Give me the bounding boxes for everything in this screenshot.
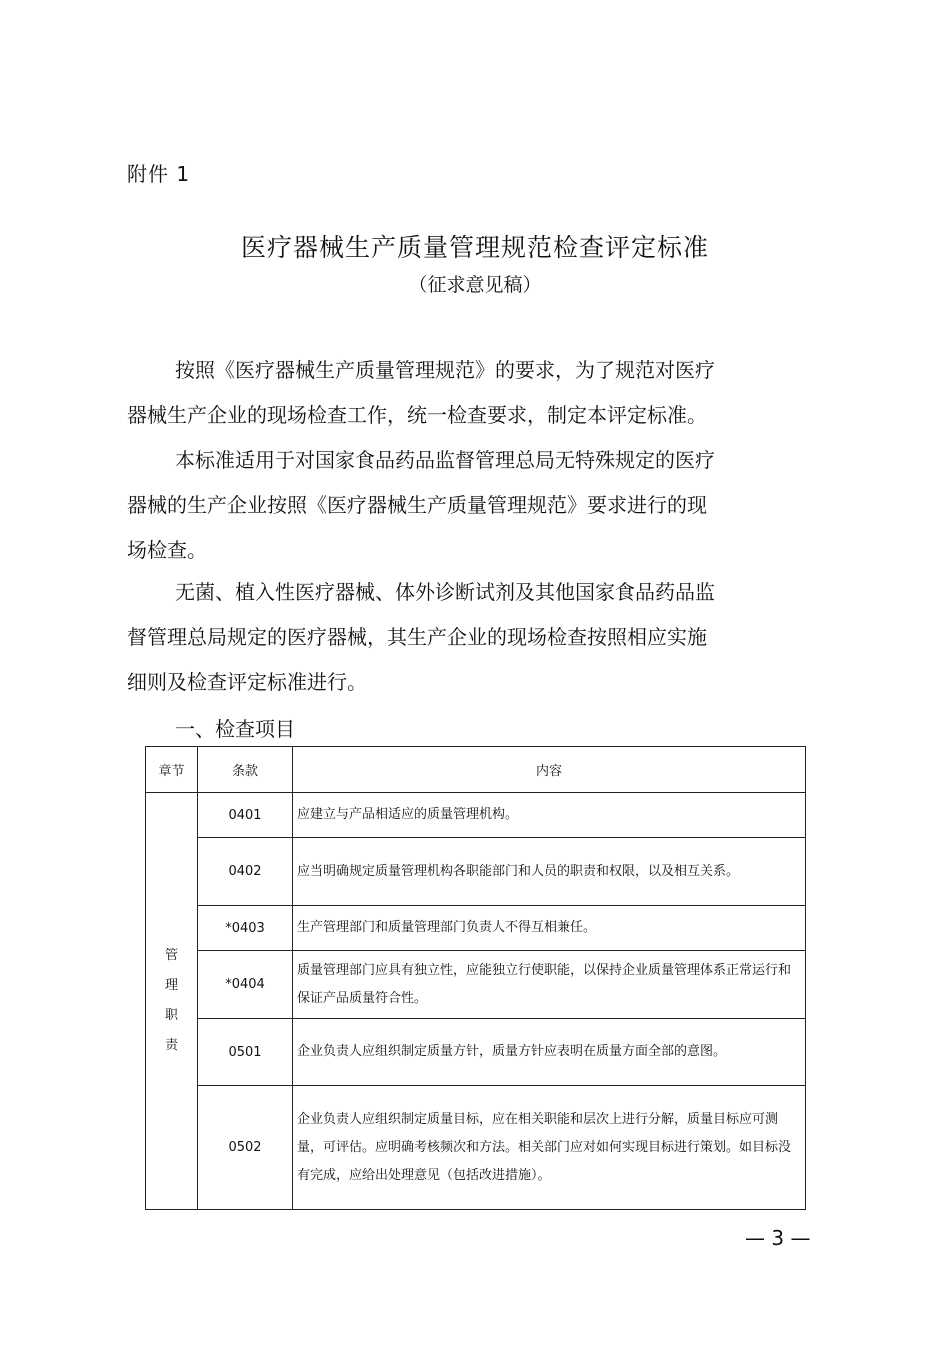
content-cell: 质量管理部门应具有独立性，应能独立行使职能，以保持企业质量管理体系正常运行和保证产品质量符合性。 — [293, 951, 806, 1019]
paragraph-line: 器械生产企业的现场检查工作，统一检查要求，制定本评定标准。 — [127, 403, 707, 427]
paragraph-1 — [127, 348, 777, 438]
header-chapter: 章节 — [146, 747, 198, 793]
header-clause: 条款 — [198, 747, 293, 793]
clause-cell: 0501 — [198, 1019, 293, 1086]
chapter-char: 管 — [164, 948, 178, 963]
table-row — [146, 1086, 806, 1210]
attachment-label: 附件 1 — [127, 162, 191, 186]
paragraph-2 — [127, 438, 777, 573]
document-title: 医疗器械生产质量管理规范检查评定标准 — [240, 233, 709, 262]
content-cell: 应当明确规定质量管理机构各职能部门和人员的职责和权限，以及相互关系。 — [293, 838, 806, 906]
table-row — [146, 793, 806, 838]
document-subtitle: （征求意见稿） — [408, 274, 542, 296]
paragraph-line: 本标准适用于对国家食品药品监督管理总局无特殊规定的医疗 — [175, 448, 715, 472]
page-number: — 3 — — [745, 1226, 811, 1250]
table-row — [146, 906, 806, 951]
paragraph-line: 督管理总局规定的医疗器械，其生产企业的现场检查按照相应实施 — [127, 625, 707, 649]
clause-cell: 0402 — [198, 838, 293, 906]
paragraph-3 — [127, 570, 777, 705]
clause-cell: *0404 — [198, 951, 293, 1019]
table-header-row — [146, 747, 806, 793]
content-cell: 企业负责人应组织制定质量方针，质量方针应表明在质量方面全部的意图。 — [293, 1019, 806, 1086]
clause-cell: 0502 — [198, 1086, 293, 1210]
chapter-char: 职 — [164, 1008, 178, 1023]
table-row — [146, 838, 806, 906]
clause-cell: 0401 — [198, 793, 293, 838]
content-cell: 应建立与产品相适应的质量管理机构。 — [293, 793, 806, 838]
header-content: 内容 — [293, 747, 806, 793]
paragraph-line: 按照《医疗器械生产质量管理规范》的要求，为了规范对医疗 — [175, 358, 715, 382]
paragraph-line: 器械的生产企业按照《医疗器械生产质量管理规范》要求进行的现 — [127, 493, 707, 517]
section-heading: 一、检查项目 — [175, 717, 295, 741]
chapter-cell — [146, 793, 198, 1210]
chapter-char: 理 — [164, 978, 178, 993]
clause-cell: *0403 — [198, 906, 293, 951]
chapter-char: 责 — [164, 1038, 178, 1053]
paragraph-line: 细则及检查评定标准进行。 — [127, 670, 367, 694]
content-cell: 生产管理部门和质量管理部门负责人不得互相兼任。 — [293, 906, 806, 951]
table-row — [146, 1019, 806, 1086]
paragraph-line: 无菌、植入性医疗器械、体外诊断试剂及其他国家食品药品监 — [175, 580, 715, 604]
inspection-items-table — [145, 746, 806, 1210]
table-row — [146, 951, 806, 1019]
content-cell: 企业负责人应组织制定质量目标，应在相关职能和层次上进行分解，质量目标应可测量，可评估。应明确考核频次和方法。相关部门应对如何实现目标进行策划。如目标没有完成，应给出处理意见（包括改进措施）。 — [293, 1086, 806, 1210]
paragraph-line: 场检查。 — [127, 538, 207, 562]
